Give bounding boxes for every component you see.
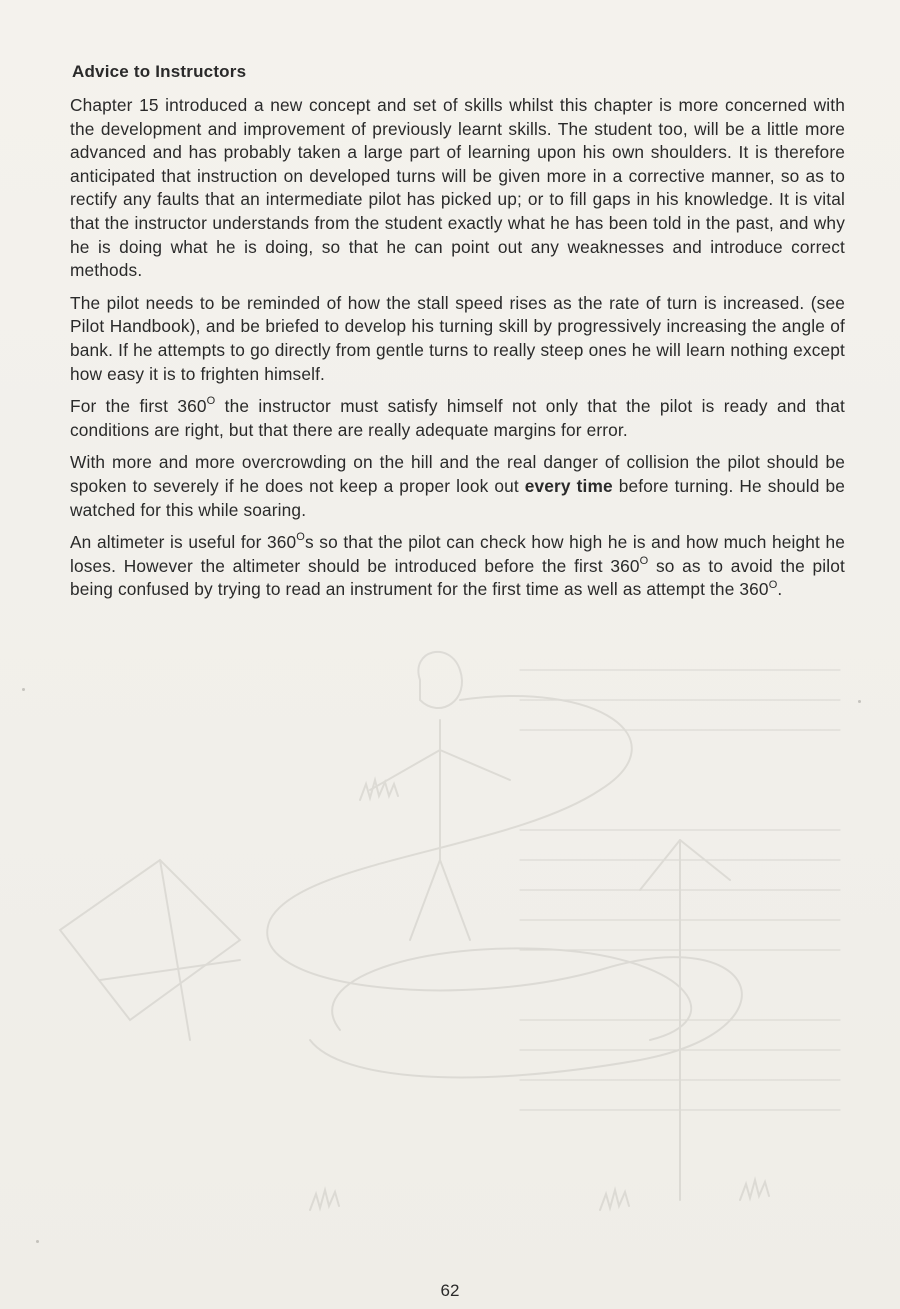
degree-mark: O <box>296 531 305 544</box>
paragraph-5-text-a: An altimeter is useful for 360 <box>70 532 297 553</box>
emphasis-every-time: every time <box>524 475 613 496</box>
degree-mark: O <box>639 554 649 567</box>
paragraph-5-text-c: so as to avoid the pilot being confused by trying to read an instrument for the first time as well as attempt the 360 <box>70 555 845 600</box>
paragraph-1: Chapter 15 introduced a new concept and set of skills whilst this chapter is more concerned with the development and improvement of previously learnt skills. The student too, will be a little more advanced and has probably taken a large part of learning upon his own shoulders. It is therefore anticipated that instruction on developed turns will be given more in a corrective manner, so as to rectify any faults that an intermediate pilot has picked up; or to fill gaps in his knowledge. It is vital that the instructor understands from the student exactly what he has been told in the past, and why he is doing what he is doing, so that he can point out any weaknesses and introduce correct methods. <box>70 95 845 281</box>
paragraph-3 <box>70 395 845 442</box>
paragraph-5-text-b: s so that the pilot can check how high he is and how much height he loses. However the altimeter should be introduced before the first 360 <box>70 532 845 576</box>
show-through-illustration <box>40 560 860 1260</box>
section-heading: Advice to Instructors <box>72 62 247 81</box>
ghost-glider-wing <box>60 860 240 1020</box>
degree-mark: O <box>206 395 216 408</box>
paragraph-4-text-a: With more and more overcrowding on the hill and the real danger of collision the pilot should be spoken to severely if he does not keep a proper look out <box>70 452 845 496</box>
degree-mark: O <box>768 578 778 591</box>
main-content <box>70 62 845 611</box>
paper-speck <box>22 688 25 691</box>
paragraph-5 <box>70 531 845 602</box>
paragraph-4-text-b: before turning. He should be watched for this while soaring. <box>70 475 846 520</box>
paragraph-5-text-d: . <box>777 579 783 600</box>
page-number: 62 <box>440 1281 460 1300</box>
paper-speck <box>36 1240 39 1243</box>
paragraph-3-text-b: the instructor must satisfy himself not only that the pilot is ready and that conditions are right, but that there are really adequate margins for error. <box>70 396 845 440</box>
ghost-figure <box>418 652 462 708</box>
ghost-grass <box>310 780 769 1210</box>
paper-speck <box>858 700 861 703</box>
paragraph-3-text-a: For the first 360 <box>70 396 207 417</box>
ghost-spiral-path-2 <box>332 948 691 1040</box>
paragraph-4 <box>70 451 845 522</box>
paragraph-2: The pilot needs to be reminded of how the stall speed rises as the rate of turn is increased. (see Pilot Handbook), and be briefed to develop his turning skill by progressively increasing the angle of bank. If he attempts to go directly from gentle turns to really steep ones he will learn nothing except how easy it is to frighten himself. <box>70 292 845 384</box>
